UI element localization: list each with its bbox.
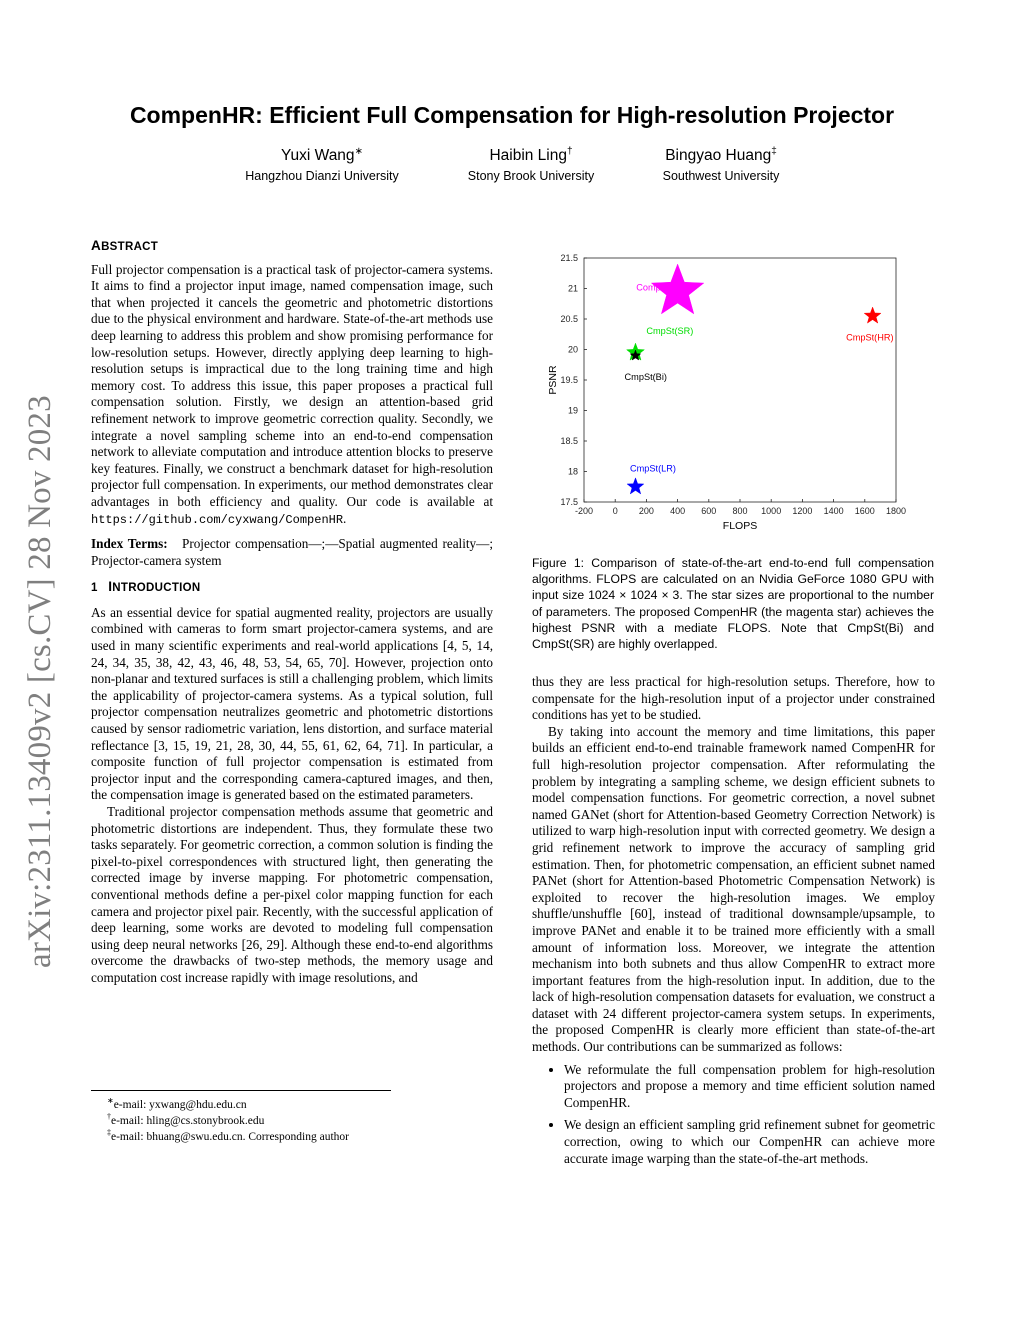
author-2-name: Haibin Ling [489, 147, 567, 165]
abstract-body: Full projector compensation is a practical task of projector-camera systems. It aims to find a projector input image, named compensation image, such that when projected it cancels the geometric and photometric distortions due to the physical environment and hardware. State-of-the-art methods use deep learning to address this problem and show promising performance for low-resolution setups. However, directly applying deep learning to high-resolution setups is impractical due to the long training time and high memory cost. To address this issue, this paper proposes a practical full compensation solution. Firstly, we design an attention-based grid refinement network to improve geometric correction quality. Secondly, we integrate a novel sampling scheme into an end-to-end compensation network to alleviate computation and introduce attention blocks to preserve key features. Finally, we construct a benchmark dataset for high-resolution projector full compensation. In experiments, our method demonstrates clear advantages in both efficiency and quality. Our code is available at https://github.com/cyxwang/CompenHR. [91, 261, 493, 527]
author-1-name: Yuxi Wang [281, 147, 355, 165]
y-tick-label-4: 19.5 [560, 375, 578, 385]
contribution-1: • We reformulate the full compensation problem for high-resolution projectors and propose a memory and time efficient solution named CompenHR. [564, 1062, 935, 1112]
y-tick-label-0: 17.5 [560, 497, 578, 507]
contribution-2: • We design an efficient sampling grid refinement subnet for geometric correction, owing to which our CompenHR can achieve more accurate image warping than the state-of-the-art methods. [564, 1117, 935, 1167]
footnote-3: ‡e-mail: bhuang@swu.edu.cn. Corresponding author [107, 1128, 349, 1143]
y-tick-label-8: 21.5 [560, 253, 578, 263]
footnote-2: †e-mail: hling@cs.stonybrook.edu [107, 1112, 265, 1127]
author-1-affiliation: Hangzhou Dianzi University [245, 169, 399, 184]
x-tick-label-3: 400 [670, 506, 686, 516]
author-3 [601, 146, 841, 183]
left-column [91, 238, 493, 987]
y-tick-label-3: 19 [567, 405, 578, 416]
abstract-text: Full projector compensation is a practical task of projector-camera systems. It aims to find a projector input image, named compensation image, such that when projected it cancels the geometric and photometric distortions due to the physical environment and hardware. State-of-the-art methods use deep learning to address this problem and show promising performance for low-resolution setups. However, directly applying deep learning to high-resolution setups is impractical due to the long training time and high memory cost. To address this issue, this paper proposes a practical full compensation solution. Firstly, we design an attention-based grid refinement network to improve geometric correction quality. Secondly, we integrate a novel sampling scheme into an end-to-end compensation network to alleviate computation and introduce attention blocks to preserve key features. Finally, we construct a benchmark dataset for high-resolution projector full compensation. In experiments, our method demonstrates clear advantages in both efficiency and quality. Our code is available at [91, 261, 493, 509]
x-tick-label-5: 800 [732, 506, 748, 516]
code-link[interactable]: https://github.com/cyxwang/CompenHR [91, 512, 344, 527]
x-tick-label-0: -200 [574, 506, 594, 516]
y-axis-ticks [560, 253, 587, 507]
right-paragraph-2: By taking into account the memory and time limitations, this paper builds an efficient end-to-end trainable framework named CompenHR for full high-resolution projector compensation. After reformulating the problem by integrating a sampling scheme, we design efficient subnets to model compensation functions. For geometric correction, a novel subnet named GANet (short for Attention-based Geometry Correction Network) is utilized to warp high-resolution input with corrected geometry. We design a grid refinement network to improve the accuracy of sampling grid estimation. Then, for photometric compensation, an efficient subnet named PANet (short for Attention-based Photometric Compensation Network) is exploited to recover the high-resolution images. We employ shuffle/unshuffle [60], instead of traditional downsample/upsample, to improve PANet and enable it to be trained more efficiently with a small amount of information loss. Moreover, we integrate the attention mechanism into both subnets and thus allow CompenHR to extract more important features from the high-resolution input. In addition, due to the lack of high-resolution compensation datasets for evaluation, we construct a dataset with 24 different projector-camera system setups. In experiments, the proposed CompenHR is clearly more efficient than state-of-the-art methods. Our contributions can be summarized as follows: [532, 723, 935, 1055]
x-tick-label-2: 200 [638, 506, 654, 516]
footnote-rule [91, 1090, 391, 1091]
intro-paragraph-2: Traditional projector compensation methods assume that geometric and photometric distortions are independent. Thus, they formulate these two tasks separately. For geometric correction, a common solution is finding the pixel-to-pixel correspondences with structured light, then generating the corrected image by inverse mapping. For photometric compensation, conventional methods define a per-pixel color mapping function for each camera and projector pixel pair. Recently, with the successful application of deep learning, some works are devoted to modeling full compensation using deep neural networks [26, 29]. Although these end-to-end algorithms overcome the drawbacks of two-step methods, the memory usage and computation cost increase rapidly with image resolutions, and [91, 804, 493, 985]
author-1-mark: ∗ [354, 146, 363, 157]
right-column [532, 674, 935, 1173]
label-cmpst-hr: CmpSt(HR) [846, 332, 894, 343]
y-axis-label: PSNR [547, 365, 559, 395]
footnote-1: ∗e-mail: yxwang@hdu.edu.cn [107, 1096, 247, 1111]
abstract-heading: ABSTRACT [91, 238, 159, 253]
author-2-affiliation: Stony Brook University [467, 169, 595, 184]
x-tick-label-4: 600 [701, 506, 717, 516]
right-paragraph-1: thus they are less practical for high-resolution setups. Therefore, how to compensate for the high-resolution input of a projector under constrained conditions has yet to be studied. [532, 674, 935, 723]
author-3-name: Bingyao Huang [665, 147, 772, 165]
index-terms [91, 536, 493, 569]
author-3-mark: ‡ [771, 146, 777, 157]
x-tick-label-10: 1800 [885, 506, 907, 516]
label-cmpst-bi: CmpSt(Bi) [624, 371, 667, 382]
y-tick-label-6: 20.5 [560, 314, 578, 324]
contribution-list [532, 1062, 935, 1168]
author-3-affiliation: Southwest University [662, 169, 780, 184]
y-tick-label-5: 20 [567, 344, 578, 355]
label-cmpst-lr: CmpSt(LR) [630, 463, 676, 474]
y-tick-label-7: 21 [567, 283, 578, 294]
label-cmpst-sr: CmpSt(SR) [646, 326, 694, 337]
x-tick-label-6: 1000 [761, 506, 782, 516]
author-1 [202, 146, 442, 183]
label-compenhr: CompenHR [636, 282, 685, 293]
index-terms-label: Index Terms: [91, 536, 168, 552]
x-tick-label-1: 0 [612, 506, 618, 516]
figure-1-chart [544, 248, 924, 538]
x-tick-label-9: 1600 [854, 506, 875, 516]
arxiv-sidebar-stamp: arXiv:2311.13409v2 [cs.CV] 28 Nov 2023 [22, 395, 58, 968]
intro-heading: 1 INTRODUCTION [91, 579, 201, 595]
y-tick-label-2: 18.5 [560, 436, 578, 446]
x-tick-label-8: 1400 [823, 506, 844, 516]
x-axis-label: FLOPS [722, 520, 758, 532]
author-2-mark: † [567, 146, 573, 157]
intro-paragraph-1: As an essential device for spatial augmented reality, projectors are usually combined with cameras to form smart projector-camera systems, and are used in many scientific experiments and real-world applications [4, 5, 14, 24, 34, 35, 38, 42, 43, 46, 48, 53, 54, 65, 70]. However, projection onto non-planar and textured surfaces is still a challenging problem, which limits the applicability of projector-camera systems. As a typical solution, full projector compensation neutralizes geometric and photometric distortions caused by sensor radiometric variation, lens distortion, and surface material reflectance [3, 15, 19, 21, 28, 30, 44, 55, 61, 62, 64, 71]. In particular, a composite function of full projector compensation is estimated from projector input and the corresponding camera-captured images, and then, the compensation image is generated based on the estimated parameters. [91, 604, 493, 803]
figure-1-caption: Figure 1: Comparison of state-of-the-art end-to-end full compensation algorithms. FLOPS are calculated on an Nvidia GeForce 1080 GPU with input size 1024 × 1024 × 3. The star sizes are proportional to the number of parameters. The proposed CompenHR (the magenta star) achieves the highest PSNR with a mediate FLOPS. Note that CmpSt(Bi) and CmpSt(SR) are highly overlapped. [532, 556, 934, 652]
y-tick-label-1: 18 [567, 466, 578, 477]
x-tick-label-7: 1200 [792, 506, 813, 516]
index-terms-text: Projector compensation—;—Spatial augmented reality—; Projector-camera system [91, 536, 493, 568]
paper-title: CompenHR: Efficient Full Compensation for High-resolution Projector [129, 102, 895, 128]
